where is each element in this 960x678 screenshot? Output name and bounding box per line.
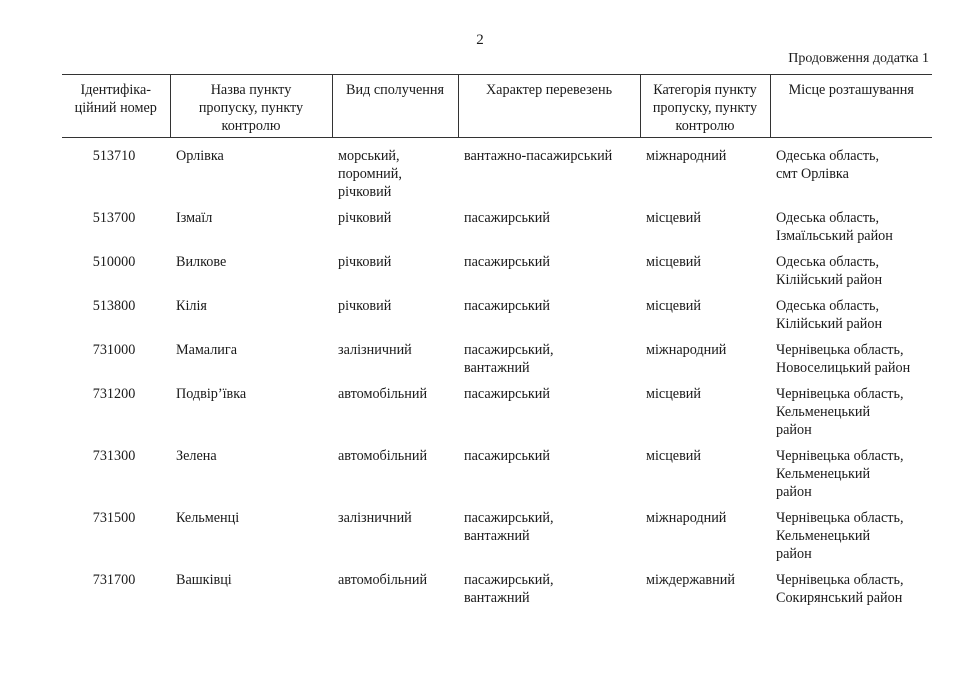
cell-line: Кельменецький <box>776 466 871 482</box>
header-location <box>770 75 932 138</box>
cell-line: морський, <box>338 148 400 164</box>
cell-line: район <box>776 422 812 438</box>
cell-name: Подвір’ївка <box>176 386 247 402</box>
cell-category: місцевий <box>646 298 701 314</box>
header-line: Категорія пункту <box>653 82 757 98</box>
cell-location <box>770 289 932 333</box>
cell-communication <box>332 245 458 289</box>
cell-line: пасажирський, <box>464 342 554 358</box>
cell-line: вантажно-пасажирський <box>464 148 613 164</box>
cell-line: Кілійський район <box>776 272 883 288</box>
table-row <box>62 501 932 563</box>
cell-line: Кілійський район <box>776 316 883 332</box>
table-row <box>62 563 932 607</box>
cell-traffic <box>458 245 640 289</box>
cell-line: Ізмаїльський район <box>776 228 893 244</box>
checkpoints-table <box>62 74 932 607</box>
cell-category: місцевий <box>646 386 701 402</box>
header-line: Назва пункту <box>210 82 292 98</box>
cell-location <box>770 201 932 245</box>
cell-line: Одеська область, <box>776 298 880 314</box>
cell-category: місцевий <box>646 448 701 464</box>
cell-line: пасажирський, <box>464 572 554 588</box>
cell-id: 731000 <box>92 342 136 358</box>
cell-location <box>770 501 932 563</box>
cell-id: 731200 <box>92 386 136 402</box>
table-header-row <box>62 75 932 138</box>
cell-communication <box>332 377 458 439</box>
cell-name: Зелена <box>176 448 217 464</box>
cell-name: Орлівка <box>176 148 224 164</box>
table-body <box>62 138 932 608</box>
cell-line: вантажний <box>464 360 530 376</box>
cell-line: вантажний <box>464 590 530 606</box>
cell-line: Одеська область, <box>776 254 880 270</box>
cell-communication <box>332 563 458 607</box>
cell-line: Чернівецька область, <box>776 386 904 402</box>
cell-name: Вилкове <box>176 254 227 270</box>
cell-name: Мамалига <box>176 342 238 358</box>
cell-line: Одеська область, <box>776 148 880 164</box>
cell-id: 513800 <box>92 298 136 314</box>
table-row <box>62 333 932 377</box>
cell-name: Кілія <box>176 298 207 314</box>
cell-name: Вашківці <box>176 572 232 588</box>
cell-line: вантажний <box>464 528 530 544</box>
cell-category: місцевий <box>646 254 701 270</box>
cell-line: Сокирянський район <box>776 590 903 606</box>
header-line: пропуску, пункту <box>652 100 758 116</box>
table-row <box>62 201 932 245</box>
cell-traffic <box>458 563 640 607</box>
cell-line: Кельменецький <box>776 404 871 420</box>
cell-line: залізничний <box>338 510 412 526</box>
cell-line: пасажирський <box>464 254 550 270</box>
cell-name: Кельменці <box>176 510 240 526</box>
header-id <box>62 75 170 138</box>
cell-id: 731700 <box>92 572 136 588</box>
table-row <box>62 289 932 333</box>
cell-line: смт Орлівка <box>776 166 849 182</box>
cell-line: залізничний <box>338 342 412 358</box>
cell-line: автомобільний <box>338 448 428 464</box>
cell-traffic <box>458 289 640 333</box>
cell-location <box>770 333 932 377</box>
cell-line: автомобільний <box>338 386 428 402</box>
cell-traffic <box>458 501 640 563</box>
cell-line: пасажирський <box>464 448 550 464</box>
cell-communication <box>332 201 458 245</box>
cell-line: автомобільний <box>338 572 428 588</box>
cell-traffic <box>458 333 640 377</box>
cell-line: пасажирський <box>464 386 550 402</box>
cell-line: район <box>776 546 812 562</box>
header-line: контролю <box>675 118 735 134</box>
cell-line: Кельменецький <box>776 528 871 544</box>
header-line: Характер перевезень <box>485 82 613 98</box>
cell-location <box>770 377 932 439</box>
cell-line: річковий <box>338 254 392 270</box>
cell-line: Чернівецька область, <box>776 510 904 526</box>
header-line: контролю <box>221 118 281 134</box>
cell-line: Чернівецька область, <box>776 448 904 464</box>
cell-line: поромний, <box>338 166 402 182</box>
cell-communication <box>332 439 458 501</box>
cell-line: річковий <box>338 184 392 200</box>
table-row <box>62 245 932 289</box>
header-line: ційний номер <box>74 100 157 116</box>
header-line: пропуску, пункту <box>198 100 304 116</box>
cell-traffic <box>458 138 640 202</box>
cell-communication <box>332 333 458 377</box>
cell-line: річковий <box>338 210 392 226</box>
cell-category: міжнародний <box>646 342 727 358</box>
cell-id: 510000 <box>92 254 136 270</box>
cell-id: 731500 <box>92 510 136 526</box>
cell-category: міжнародний <box>646 148 727 164</box>
header-line: Вид сполучення <box>346 82 444 98</box>
table-row <box>62 377 932 439</box>
cell-location <box>770 245 932 289</box>
cell-line: пасажирський, <box>464 510 554 526</box>
header-line: Ідентифіка- <box>80 82 151 98</box>
header-name <box>170 75 332 138</box>
cell-communication <box>332 138 458 202</box>
page-number: 2 <box>476 32 484 48</box>
cell-location <box>770 138 932 202</box>
cell-id: 513700 <box>92 210 136 226</box>
cell-category: міждержавний <box>646 572 735 588</box>
header-category <box>640 75 770 138</box>
cell-category: міжнародний <box>646 510 727 526</box>
cell-category: місцевий <box>646 210 701 226</box>
cell-communication <box>332 289 458 333</box>
cell-line: річковий <box>338 298 392 314</box>
header-line: Місце розташування <box>788 82 914 98</box>
cell-location <box>770 563 932 607</box>
header-traffic <box>458 75 640 138</box>
cell-traffic <box>458 201 640 245</box>
cell-name: Ізмаїл <box>176 210 213 226</box>
cell-line: Новоселицький район <box>776 360 911 376</box>
cell-line: пасажирський <box>464 210 550 226</box>
table-row <box>62 138 932 202</box>
cell-traffic <box>458 377 640 439</box>
cell-communication <box>332 501 458 563</box>
cell-traffic <box>458 439 640 501</box>
header-communication <box>332 75 458 138</box>
cell-line: Чернівецька область, <box>776 342 904 358</box>
cell-line: район <box>776 484 812 500</box>
cell-line: пасажирський <box>464 298 550 314</box>
cell-line: Одеська область, <box>776 210 880 226</box>
cell-id: 731300 <box>92 448 136 464</box>
table-row <box>62 439 932 501</box>
cell-id: 513710 <box>92 148 136 164</box>
cell-location <box>770 439 932 501</box>
continuation-label: Продовження додатка 1 <box>788 51 929 66</box>
cell-line: Чернівецька область, <box>776 572 904 588</box>
